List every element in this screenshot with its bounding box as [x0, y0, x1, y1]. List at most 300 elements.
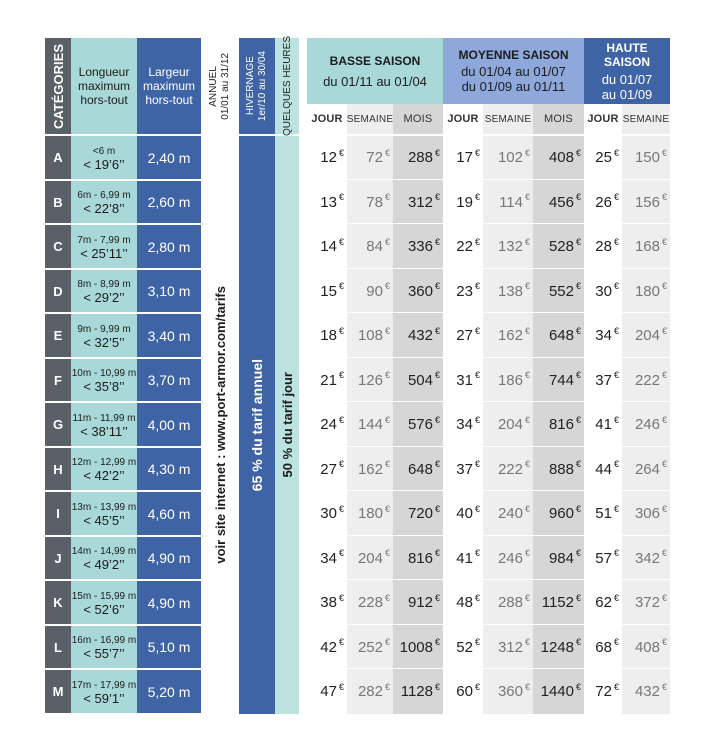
- price-value: 62: [595, 594, 612, 611]
- mid-day-price: [443, 670, 483, 713]
- low-day-price: [307, 403, 347, 446]
- euro-sign: €: [613, 370, 619, 380]
- euro-sign: €: [613, 325, 619, 336]
- price-value: 31: [456, 371, 473, 389]
- winter-header: [239, 38, 275, 134]
- low-week-price: [347, 225, 393, 268]
- euro-sign: €: [524, 637, 530, 647]
- low-week-price: [347, 537, 393, 579]
- mid-day-price: [443, 537, 483, 579]
- price-value: 720: [407, 505, 433, 522]
- winter-rate-text: 65 % du tarif annuel: [249, 358, 265, 492]
- euro-sign: €: [338, 370, 344, 380]
- low-month-price: [393, 225, 443, 268]
- width-cell: 5,20 m: [137, 670, 201, 713]
- high-day-price: [584, 492, 622, 535]
- winter-dates: 1er/10 au 30/04: [257, 50, 268, 122]
- euro-sign: €: [338, 414, 344, 425]
- high-week-price: [622, 537, 670, 579]
- length-imperial: < 52’6’’: [83, 601, 125, 617]
- low-week-price: [347, 359, 393, 401]
- width-header: [137, 38, 201, 134]
- euro-sign: €: [338, 637, 344, 647]
- high-day-price: [584, 359, 622, 401]
- price-value: 186: [497, 371, 523, 389]
- euro-sign: €: [384, 325, 390, 336]
- length-header: [71, 38, 137, 134]
- high-week-header: SEMAINE: [622, 104, 670, 134]
- price-value: 360: [407, 282, 433, 300]
- low-month-header: MOIS: [393, 104, 443, 134]
- mid-season-dates-1: du 01/04 au 01/07: [461, 64, 566, 79]
- price-value: 264: [634, 460, 660, 478]
- price-value: 68: [595, 638, 612, 656]
- mid-month-price: [533, 626, 584, 668]
- low-month-price: [393, 314, 443, 357]
- mid-day-price: [443, 181, 483, 223]
- mid-month-price: [533, 359, 584, 401]
- euro-sign: €: [613, 592, 619, 603]
- row-divider: [307, 668, 670, 669]
- length-cell: [71, 225, 137, 268]
- length-metric: 17m - 17,99 m: [71, 679, 137, 691]
- euro-sign: €: [384, 592, 390, 603]
- length-imperial: < 22’8’’: [83, 201, 125, 216]
- price-value: 312: [497, 638, 523, 656]
- euro-sign: €: [524, 325, 530, 336]
- category-cell: G: [45, 403, 71, 446]
- low-month-price: [393, 448, 443, 490]
- categories-header-label: CATÉGORIES: [50, 43, 66, 129]
- length-metric: 10m - 10,99 m: [71, 368, 137, 379]
- euro-sign: €: [434, 681, 440, 692]
- mid-week-header: SEMAINE: [483, 104, 533, 134]
- row-divider: [307, 579, 670, 580]
- low-week-price: [347, 314, 393, 357]
- price-value: 168: [634, 238, 660, 255]
- length-metric: 7m - 7,99 m: [77, 234, 131, 246]
- length-cell: [71, 670, 137, 713]
- length-header-label: Longueur maximum hors-tout: [77, 65, 130, 107]
- euro-sign: €: [338, 548, 344, 558]
- euro-sign: €: [524, 192, 530, 202]
- low-month-price: [393, 492, 443, 535]
- high-week-price: [622, 670, 670, 713]
- euro-sign: €: [661, 281, 667, 291]
- price-value: 336: [407, 238, 433, 255]
- mid-month-price: [533, 537, 584, 579]
- euro-sign: €: [613, 503, 619, 514]
- price-value: 24: [320, 416, 337, 433]
- row-divider: [307, 535, 670, 536]
- high-week-price: [622, 314, 670, 357]
- euro-sign: €: [474, 147, 480, 158]
- row-divider: [307, 446, 670, 447]
- euro-sign: €: [661, 592, 667, 603]
- winter-rate-note: [239, 136, 275, 714]
- length-metric: 15m - 15,99 m: [71, 590, 137, 602]
- price-value: 26: [595, 193, 612, 211]
- low-day-price: [307, 670, 347, 713]
- price-value: 648: [548, 327, 574, 344]
- low-season-title: BASSE SAISON: [329, 53, 421, 68]
- high-day-price: [584, 403, 622, 446]
- row-divider: [307, 268, 670, 269]
- low-day-price: [307, 492, 347, 535]
- low-day-price: [307, 225, 347, 268]
- mid-week-price: [483, 403, 533, 446]
- euro-sign: €: [613, 414, 619, 425]
- width-cell: 3,10 m: [137, 270, 201, 312]
- price-value: 1152: [541, 594, 574, 611]
- category-cell: J: [45, 537, 71, 579]
- length-cell: [71, 181, 137, 223]
- high-day-price: [584, 270, 622, 312]
- mid-season-dates-2: du 01/09 au 01/11: [461, 79, 566, 94]
- length-cell: [71, 492, 137, 535]
- mid-month-price: [533, 492, 584, 535]
- euro-sign: €: [575, 236, 581, 247]
- euro-sign: €: [384, 370, 390, 380]
- price-value: 51: [595, 505, 612, 522]
- price-value: 1128: [400, 683, 433, 700]
- price-value: 180: [634, 282, 660, 300]
- length-cell: [71, 403, 137, 446]
- price-value: 23: [456, 282, 473, 300]
- high-week-price: [622, 359, 670, 401]
- price-value: 1008: [399, 638, 433, 656]
- price-value: 504: [407, 371, 433, 389]
- euro-sign: €: [613, 637, 619, 647]
- high-day-price: [584, 581, 622, 624]
- row-divider: [307, 179, 670, 180]
- euro-sign: €: [474, 459, 480, 469]
- category-cell: L: [45, 626, 71, 668]
- length-imperial: < 42’2’’: [83, 468, 125, 483]
- website-note-text: voir site internet : www.port-armor.com/tarifs: [212, 286, 228, 564]
- price-value: 40: [456, 505, 473, 522]
- low-week-price: [347, 136, 393, 179]
- euro-sign: €: [338, 192, 344, 202]
- length-metric: 9m - 9,99 m: [77, 323, 131, 335]
- euro-sign: €: [474, 414, 480, 425]
- mid-month-price: [533, 448, 584, 490]
- euro-sign: €: [575, 548, 581, 558]
- euro-sign: €: [338, 281, 344, 291]
- euro-sign: €: [338, 459, 344, 469]
- annual-dates: 01/01 au 31/12: [220, 52, 231, 120]
- price-value: 288: [407, 149, 433, 166]
- low-month-price: [393, 136, 443, 179]
- euro-sign: €: [575, 637, 581, 647]
- euro-sign: €: [661, 637, 667, 647]
- width-cell: 2,60 m: [137, 181, 201, 223]
- euro-sign: €: [338, 681, 344, 692]
- mid-day-price: [443, 448, 483, 490]
- row-divider: [307, 624, 670, 625]
- price-value: 132: [497, 238, 523, 255]
- price-value: 222: [497, 460, 523, 478]
- price-value: 38: [320, 594, 337, 611]
- price-value: 30: [595, 282, 612, 300]
- price-value: 162: [497, 327, 523, 344]
- euro-sign: €: [434, 147, 440, 158]
- low-month-price: [393, 359, 443, 401]
- category-cell: B: [45, 181, 71, 223]
- price-value: 108: [357, 327, 383, 344]
- mid-week-price: [483, 359, 533, 401]
- euro-sign: €: [434, 281, 440, 291]
- length-metric: 14m - 14,99 m: [71, 546, 137, 557]
- length-cell: [71, 448, 137, 490]
- euro-sign: €: [474, 592, 480, 603]
- row-divider: [307, 312, 670, 313]
- euro-sign: €: [575, 281, 581, 291]
- category-cell: I: [45, 492, 71, 535]
- mid-day-price: [443, 136, 483, 179]
- price-value: 1440: [540, 683, 574, 700]
- price-value: 240: [497, 505, 523, 522]
- row-divider: [307, 401, 670, 402]
- length-metric: 12m - 12,99 m: [71, 457, 137, 468]
- high-day-price: [584, 181, 622, 223]
- mid-month-price: [533, 136, 584, 179]
- price-value: 576: [407, 416, 433, 433]
- price-value: 246: [497, 549, 523, 567]
- row-divider: [307, 223, 670, 224]
- low-season-dates: du 01/11 au 01/04: [323, 73, 427, 89]
- low-day-price: [307, 581, 347, 624]
- euro-sign: €: [434, 370, 440, 380]
- length-cell: [71, 359, 137, 401]
- euro-sign: €: [474, 548, 480, 558]
- price-value: 204: [357, 549, 383, 567]
- width-cell: 4,00 m: [137, 403, 201, 446]
- price-value: 144: [357, 416, 383, 433]
- high-day-price: [584, 537, 622, 579]
- price-value: 150: [634, 149, 660, 166]
- price-value: 27: [320, 460, 337, 478]
- euro-sign: €: [384, 281, 390, 291]
- hours-rate-note: [275, 136, 299, 714]
- price-value: 72: [366, 149, 383, 166]
- price-value: 78: [366, 193, 383, 211]
- width-cell: 4,30 m: [137, 448, 201, 490]
- row-divider: [307, 357, 670, 358]
- width-cell: 2,80 m: [137, 225, 201, 268]
- price-value: 456: [548, 193, 574, 211]
- high-day-price: [584, 136, 622, 179]
- euro-sign: €: [661, 236, 667, 247]
- width-header-label: Largeur maximum hors-tout: [142, 65, 195, 107]
- price-value: 60: [456, 683, 473, 700]
- price-value: 204: [497, 416, 523, 433]
- annual-header: [201, 38, 239, 134]
- categories-header: [45, 38, 71, 134]
- euro-sign: €: [524, 236, 530, 247]
- length-metric: 6m - 6,99 m: [77, 190, 131, 201]
- price-value: 648: [407, 460, 433, 478]
- low-month-price: [393, 270, 443, 312]
- width-cell: 4,90 m: [137, 537, 201, 579]
- low-week-price: [347, 270, 393, 312]
- length-cell: [71, 136, 137, 179]
- euro-sign: €: [575, 681, 581, 692]
- euro-sign: €: [575, 414, 581, 425]
- mid-week-price: [483, 136, 533, 179]
- euro-sign: €: [524, 459, 530, 469]
- euro-sign: €: [434, 325, 440, 336]
- mid-day-price: [443, 314, 483, 357]
- high-week-price: [622, 181, 670, 223]
- euro-sign: €: [613, 548, 619, 558]
- high-week-price: [622, 626, 670, 668]
- mid-day-price: [443, 581, 483, 624]
- euro-sign: €: [524, 592, 530, 603]
- high-week-price: [622, 270, 670, 312]
- length-imperial: < 29’2’’: [83, 290, 125, 305]
- mid-day-price: [443, 359, 483, 401]
- low-month-price: [393, 403, 443, 446]
- length-imperial: < 32’5’’: [83, 334, 125, 350]
- low-day-price: [307, 181, 347, 223]
- price-value: 204: [634, 327, 660, 344]
- euro-sign: €: [384, 147, 390, 158]
- length-cell: [71, 270, 137, 312]
- mid-month-header: MOIS: [533, 104, 584, 134]
- euro-sign: €: [661, 681, 667, 692]
- length-metric: 11m - 11,99 m: [72, 412, 136, 424]
- mid-week-price: [483, 670, 533, 713]
- price-value: 1248: [540, 638, 574, 656]
- price-value: 816: [407, 549, 433, 567]
- euro-sign: €: [575, 325, 581, 336]
- low-week-price: [347, 448, 393, 490]
- euro-sign: €: [474, 236, 480, 247]
- euro-sign: €: [613, 281, 619, 291]
- price-value: 432: [407, 327, 433, 344]
- mid-month-price: [533, 225, 584, 268]
- category-cell: F: [45, 359, 71, 401]
- low-month-price: [393, 581, 443, 624]
- high-week-price: [622, 225, 670, 268]
- low-week-header: SEMAINE: [347, 104, 393, 134]
- length-cell: [71, 314, 137, 357]
- euro-sign: €: [434, 236, 440, 247]
- euro-sign: €: [384, 548, 390, 558]
- low-day-price: [307, 626, 347, 668]
- low-month-price: [393, 537, 443, 579]
- mid-day-price: [443, 626, 483, 668]
- price-value: 552: [548, 282, 574, 300]
- euro-sign: €: [524, 281, 530, 291]
- high-day-price: [584, 626, 622, 668]
- mid-season-header: [443, 38, 584, 104]
- euro-sign: €: [613, 459, 619, 469]
- price-value: 156: [634, 193, 660, 211]
- price-value: 17: [456, 149, 473, 166]
- price-value: 28: [595, 238, 612, 255]
- low-week-price: [347, 403, 393, 446]
- price-value: 432: [634, 683, 660, 700]
- low-month-price: [393, 626, 443, 668]
- euro-sign: €: [474, 281, 480, 291]
- length-imperial: < 35’8’’: [83, 379, 125, 394]
- price-value: 408: [548, 149, 574, 166]
- price-value: 960: [548, 505, 574, 522]
- euro-sign: €: [613, 681, 619, 692]
- high-day-price: [584, 314, 622, 357]
- category-cell: M: [45, 670, 71, 713]
- price-value: 372: [634, 594, 660, 611]
- low-week-price: [347, 181, 393, 223]
- low-day-header: JOUR: [307, 104, 347, 134]
- euro-sign: €: [661, 503, 667, 514]
- few-hours-header: [275, 35, 299, 137]
- high-week-price: [622, 403, 670, 446]
- euro-sign: €: [338, 147, 344, 158]
- mid-week-price: [483, 181, 533, 223]
- euro-sign: €: [661, 370, 667, 380]
- high-day-price: [584, 670, 622, 713]
- mid-day-price: [443, 270, 483, 312]
- width-cell: 4,90 m: [137, 581, 201, 624]
- price-value: 138: [497, 282, 523, 300]
- high-week-price: [622, 581, 670, 624]
- price-value: 13: [320, 193, 337, 211]
- high-day-header: JOUR: [584, 104, 622, 134]
- width-cell: 3,70 m: [137, 359, 201, 401]
- price-value: 15: [320, 282, 337, 300]
- price-value: 47: [320, 683, 337, 700]
- length-imperial: < 59’1’’: [83, 690, 125, 706]
- length-imperial: < 49’2’’: [83, 557, 125, 572]
- price-value: 282: [357, 683, 383, 700]
- hours-rate-text: 50 % du tarif jour: [279, 372, 295, 478]
- high-season-dates-2: au 01/09: [601, 86, 653, 102]
- price-value: 34: [320, 549, 337, 567]
- mid-week-price: [483, 270, 533, 312]
- euro-sign: €: [661, 192, 667, 202]
- price-value: 162: [357, 460, 383, 478]
- price-value: 222: [634, 371, 660, 389]
- high-season-dates-1: du 01/07: [601, 71, 653, 87]
- price-value: 25: [595, 149, 612, 166]
- low-month-price: [393, 181, 443, 223]
- price-value: 114: [499, 193, 523, 211]
- euro-sign: €: [434, 503, 440, 514]
- price-value: 888: [548, 460, 574, 478]
- euro-sign: €: [575, 503, 581, 514]
- high-day-price: [584, 225, 622, 268]
- few-hours-label: QUELQUES HEURES: [281, 35, 293, 137]
- price-value: 27: [456, 327, 473, 344]
- low-day-price: [307, 448, 347, 490]
- length-cell: [71, 626, 137, 668]
- width-cell: 2,40 m: [137, 136, 201, 179]
- euro-sign: €: [474, 503, 480, 514]
- price-value: 12: [320, 149, 337, 166]
- price-value: 21: [320, 371, 337, 389]
- mid-day-price: [443, 403, 483, 446]
- mid-season-title: MOYENNE SAISON: [458, 48, 569, 62]
- price-value: 37: [595, 371, 612, 389]
- low-day-price: [307, 314, 347, 357]
- mid-week-price: [483, 581, 533, 624]
- mid-month-price: [533, 581, 584, 624]
- price-value: 246: [634, 416, 660, 433]
- high-season-header: [584, 38, 670, 104]
